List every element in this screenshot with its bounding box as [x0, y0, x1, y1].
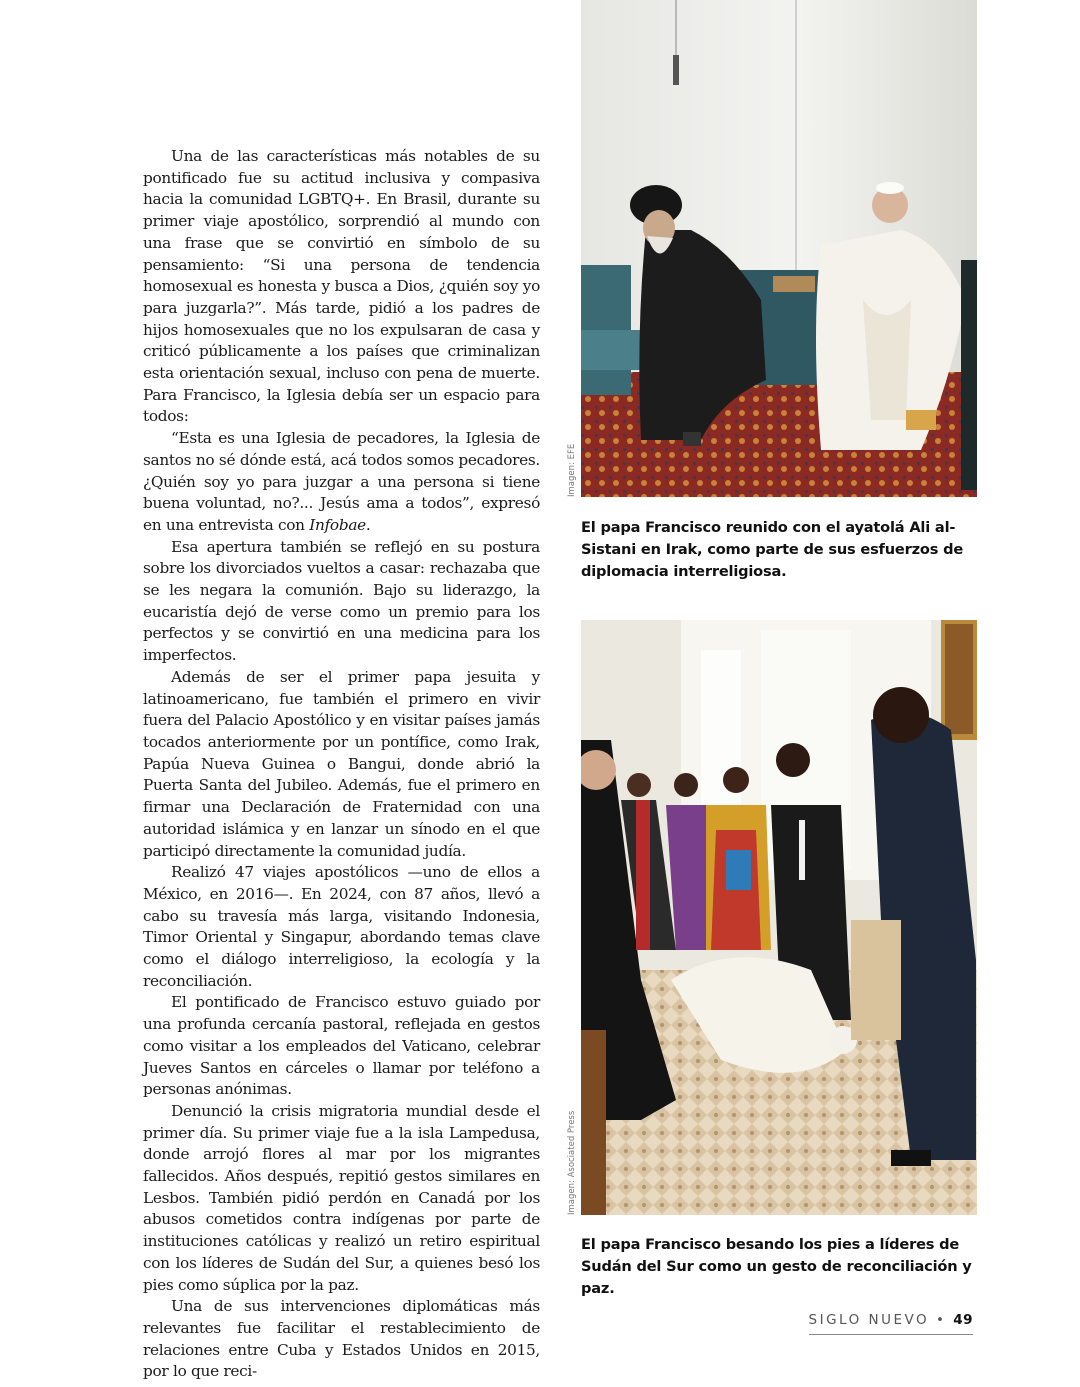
- photo-caption: El papa Francisco reunido con el ayatolá Ali al-Sistani en Irak, como parte de sus esfuerzos de diplomacia interreligiosa.: [581, 519, 964, 580]
- article-paragraph: Una de las características más notables de su pontificado fue su actitud inclusiva y compasiva hacia la comunidad LGBTQ+. En Brasil, durante su primer viaje apostólico, sorprendió al mundo con una frase que se convirtió en símbolo de su pensamiento: “Si una persona de tendencia homosexual es honesta y busca a Dios, ¿quién soy yo para juzgarla?”. Más tarde, pidió a los padres de hijos homosexuales que no los expulsaran de casa y criticó públicamente a los países que criminalizan esta orientación sexual, incluso con pena de muerte. Para Francisco, la Iglesia debía ser un espacio para todos:: [143, 147, 540, 426]
- article-column: [143, 146, 540, 1383]
- article-quote: [143, 428, 540, 537]
- page-folio: [809, 1312, 973, 1335]
- photo-caption: El papa Francisco besando los pies a líderes de Sudán del Sur como un gesto de reconciliación y paz.: [581, 1236, 972, 1297]
- article-paragraph: Realizó 47 viajes apostólicos —uno de ellos a México, en 2016—. En 2024, con 87 años, llevó a cabo su travesía más larga, visitando Indonesia, Timor Oriental y Singapur, abordando temas clave como el diálogo interreligioso, la ecología y la reconciliación.: [143, 863, 540, 990]
- article-paragraph: El pontificado de Francisco estuvo guiado por una profunda cercanía pastoral, reflejada en gestos como visitar a los empleados del Vaticano, celebrar Jueves Santos en cárceles o llamar por teléfono a personas anónimas.: [143, 993, 540, 1099]
- quote-source: Infobae: [309, 515, 366, 534]
- quote-text: “Esta es una Iglesia de pecadores, la Iglesia de santos no sé dónde está, acá todos somos pecadores. ¿Quién soy yo para juzgar a una persona si tiene buena voluntad, no?... Jesús ama a todos”, expresó en una entrevista con: [143, 429, 540, 534]
- photo-pope-sudan-leaders: [581, 620, 977, 1215]
- article-paragraph: Esa apertura también se reflejó en su postura sobre los divorciados vueltos a casar: rechazaba que se les negara la comunión. Bajo su liderazgo, la eucaristía dejó de verse como un premio para los perfectos y se convirtió en una medicina para los imperfectos.: [143, 537, 540, 665]
- article-paragraph: Además de ser el primer papa jesuita y latinoamericano, fue también el primero en vivir fuera del Palacio Apostólico y en visitar países jamás tocados anteriormente por un pontífice, como Irak, Papúa Nueva Guinea o Bangui, donde abrió la Puerta Santa del Jubileo. Además, fue el primero en firmar una Declaración de Fraternidad con una autoridad islámica y en lanzar un sínodo en el que participó directamente la comunidad judía.: [143, 667, 540, 860]
- publication-name: SIGLO NUEVO: [808, 1312, 930, 1328]
- folio-separator: •: [935, 1312, 947, 1328]
- article-paragraph: Una de sus intervenciones diplomáticas más relevantes fue facilitar el restablecimiento de relaciones entre Cuba y Estados Unidos en 2015, por lo que reci-: [143, 1297, 540, 1381]
- article-paragraph: Denunció la crisis migratoria mundial desde el primer día. Su primer viaje fue a la isla Lampedusa, donde arrojó flores al mar por los migrantes fallecidos. Años después, repitió gestos similares en Lesbos. También pidió perdón en Canadá por los abusos cometidos contra indígenas por parte de instituciones católicas y realizó un retiro espiritual con los líderes de Sudán del Sur, a quienes besó los pies como súplica por la paz.: [143, 1101, 540, 1294]
- page-number: 49: [953, 1312, 973, 1328]
- photo-pope-sistani: [581, 0, 977, 497]
- quote-end: .: [365, 515, 371, 534]
- photo-credit: Imagen: EFE: [567, 443, 577, 497]
- photo-credit: Imagen: Asociated Press: [567, 1110, 577, 1215]
